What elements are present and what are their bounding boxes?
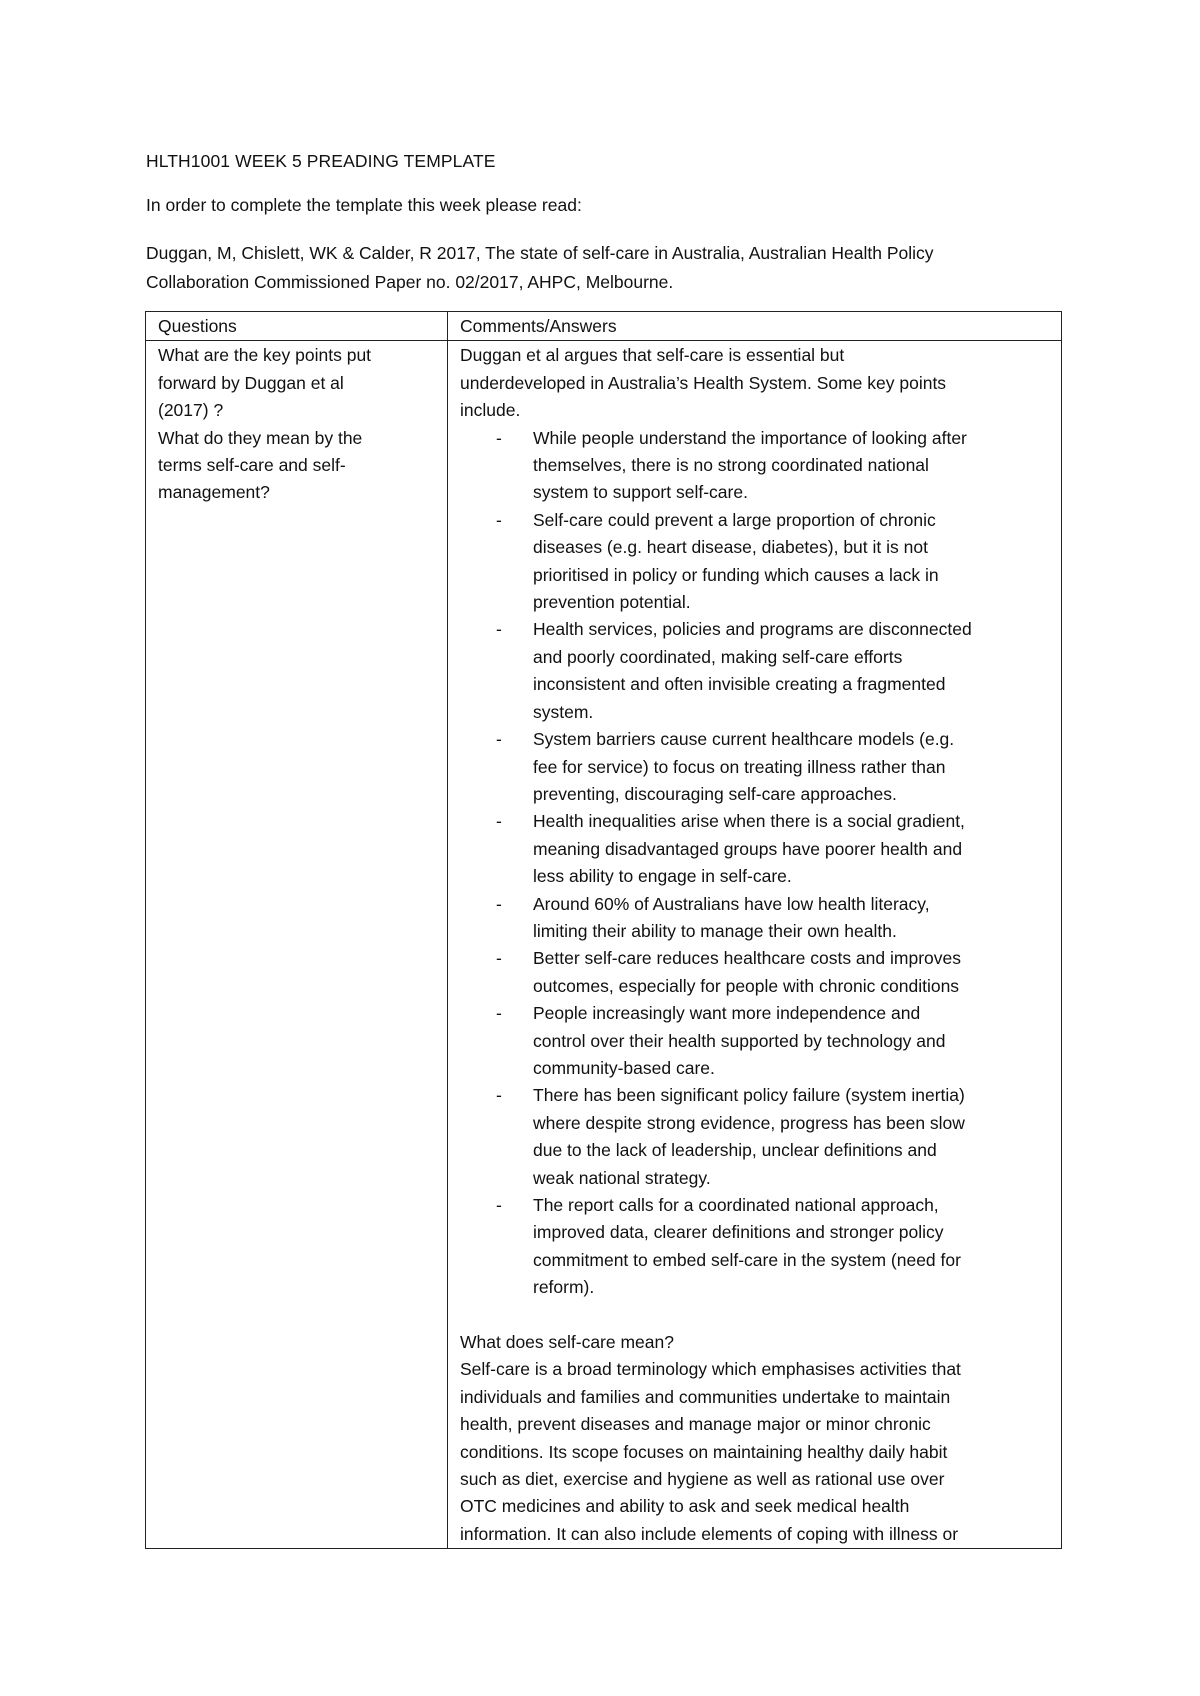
question-line: What are the key points put bbox=[158, 345, 372, 366]
key-point-line: While people understand the importance of looking after bbox=[533, 427, 967, 448]
self-care-line: information. It can also include elements of coping with illness or bbox=[460, 1523, 959, 1544]
self-care-line: OTC medicines and ability to ask and seek medical health bbox=[460, 1496, 910, 1517]
key-point-line: control over their health supported by technology and bbox=[533, 1030, 946, 1051]
answer-intro-line: underdeveloped in Australia’s Health System. Some key points bbox=[460, 372, 947, 393]
bullet-dash: - bbox=[496, 948, 502, 969]
question-line: terms self-care and self- bbox=[158, 455, 346, 476]
key-point-line: themselves, there is no strong coordinated national bbox=[533, 455, 929, 476]
key-point-item bbox=[460, 1192, 1052, 1302]
key-point-line: There has been significant policy failure (system inertia) bbox=[533, 1085, 965, 1106]
bullet-dash: - bbox=[496, 427, 502, 448]
key-point-item bbox=[460, 726, 1052, 808]
key-point-line: commitment to embed self-care in the system (need for bbox=[533, 1249, 961, 1270]
key-point-line: diseases (e.g. heart disease, diabetes), but it is not bbox=[533, 537, 928, 558]
key-points-list bbox=[460, 425, 1052, 1302]
key-point-item bbox=[460, 1000, 1052, 1082]
key-point-line: weak national strategy. bbox=[533, 1167, 711, 1188]
question-line: management? bbox=[158, 482, 270, 503]
bullet-dash: - bbox=[496, 1003, 502, 1024]
key-point-item bbox=[460, 616, 1052, 726]
key-point-line: prioritised in policy or funding which causes a lack in bbox=[533, 564, 939, 585]
citation-line: Duggan, M, Chislett, WK & Calder, R 2017, The state of self-care in Australia, Australian Health Policy bbox=[146, 243, 934, 263]
bullet-dash: - bbox=[496, 509, 502, 530]
column-header-answers: Comments/Answers bbox=[448, 312, 1062, 341]
key-point-item bbox=[460, 1082, 1052, 1192]
key-point-line: where despite strong evidence, progress has been slow bbox=[533, 1112, 965, 1133]
key-point-line: inconsistent and often invisible creating a fragmented bbox=[533, 674, 946, 695]
key-point-line: prevention potential. bbox=[533, 592, 691, 613]
question-line: forward by Duggan et al bbox=[158, 372, 344, 393]
key-point-line: People increasingly want more independence and bbox=[533, 1003, 921, 1024]
question-line: What do they mean by the bbox=[158, 427, 363, 448]
reading-instruction: In order to complete the template this week please read: bbox=[146, 195, 582, 215]
answer-intro-line: include. bbox=[460, 400, 521, 421]
bullet-dash: - bbox=[496, 1195, 502, 1215]
citation-line: Collaboration Commissioned Paper no. 02/2017, AHPC, Melbourne. bbox=[146, 272, 674, 292]
key-point-line: fee for service) to focus on treating illness rather than bbox=[533, 756, 946, 777]
answer-cell bbox=[448, 341, 1062, 1549]
key-point-line: Self-care could prevent a large proportion of chronic bbox=[533, 509, 936, 530]
key-point-line: system. bbox=[533, 701, 594, 722]
key-point-line: outcomes, especially for people with chronic conditions bbox=[533, 975, 960, 996]
key-point-line: meaning disadvantaged groups have poorer health and bbox=[533, 838, 963, 859]
reading-template-table bbox=[145, 311, 1062, 1549]
bullet-dash: - bbox=[496, 811, 502, 832]
key-point-line: system to support self-care. bbox=[533, 482, 748, 503]
bullet-dash: - bbox=[496, 619, 502, 640]
answer-intro-line: Duggan et al argues that self-care is essential but bbox=[460, 345, 845, 366]
bullet-dash: - bbox=[496, 729, 502, 750]
key-point-line: Health inequalities arise when there is a social gradient, bbox=[533, 811, 965, 832]
key-point-item bbox=[460, 891, 1052, 946]
key-point-item bbox=[460, 808, 1052, 890]
bullet-dash: - bbox=[496, 893, 502, 914]
self-care-heading: What does self-care mean? bbox=[460, 1332, 674, 1353]
key-point-line: community-based care. bbox=[533, 1057, 715, 1078]
key-point-item bbox=[460, 425, 1052, 507]
bullet-dash: - bbox=[496, 1085, 502, 1106]
self-care-line: individuals and families and communities undertake to maintain bbox=[460, 1386, 951, 1407]
key-point-line: Around 60% of Australians have low health literacy, bbox=[533, 893, 930, 914]
key-point-item bbox=[460, 945, 1052, 1000]
table-row bbox=[146, 341, 1062, 1549]
key-point-line: limiting their ability to manage their own health. bbox=[533, 920, 897, 941]
key-point-line: improved data, clearer definitions and stronger policy bbox=[533, 1222, 944, 1243]
question-cell bbox=[146, 341, 448, 1549]
reading-citation bbox=[146, 239, 1076, 297]
column-header-questions: Questions bbox=[146, 312, 448, 341]
key-point-line: Health services, policies and programs are disconnected bbox=[533, 619, 972, 640]
key-point-line: less ability to engage in self-care. bbox=[533, 866, 792, 887]
self-care-line: health, prevent diseases and manage major or minor chronic bbox=[460, 1414, 931, 1435]
key-point-line: due to the lack of leadership, unclear definitions and bbox=[533, 1140, 937, 1161]
key-point-line: and poorly coordinated, making self-care efforts bbox=[533, 646, 903, 667]
question-line: (2017) ? bbox=[158, 400, 224, 421]
key-point-line: System barriers cause current healthcare models (e.g. bbox=[533, 729, 955, 750]
document-title: HLTH1001 WEEK 5 PREADING TEMPLATE bbox=[146, 151, 496, 171]
key-point-line: preventing, discouraging self-care approaches. bbox=[533, 783, 897, 804]
key-point-line: The report calls for a coordinated national approach, bbox=[533, 1195, 939, 1215]
self-care-line: such as diet, exercise and hygiene as well as rational use over bbox=[460, 1469, 945, 1490]
self-care-line: Self-care is a broad terminology which emphasises activities that bbox=[460, 1359, 961, 1380]
paragraph-spacer bbox=[460, 1302, 1052, 1329]
key-point-item bbox=[460, 507, 1052, 617]
key-point-line: reform). bbox=[533, 1277, 595, 1298]
self-care-line: conditions. Its scope focuses on maintaining healthy daily habit bbox=[460, 1441, 948, 1462]
table-header-row bbox=[146, 312, 1062, 341]
key-point-line: Better self-care reduces healthcare costs and improves bbox=[533, 948, 961, 969]
